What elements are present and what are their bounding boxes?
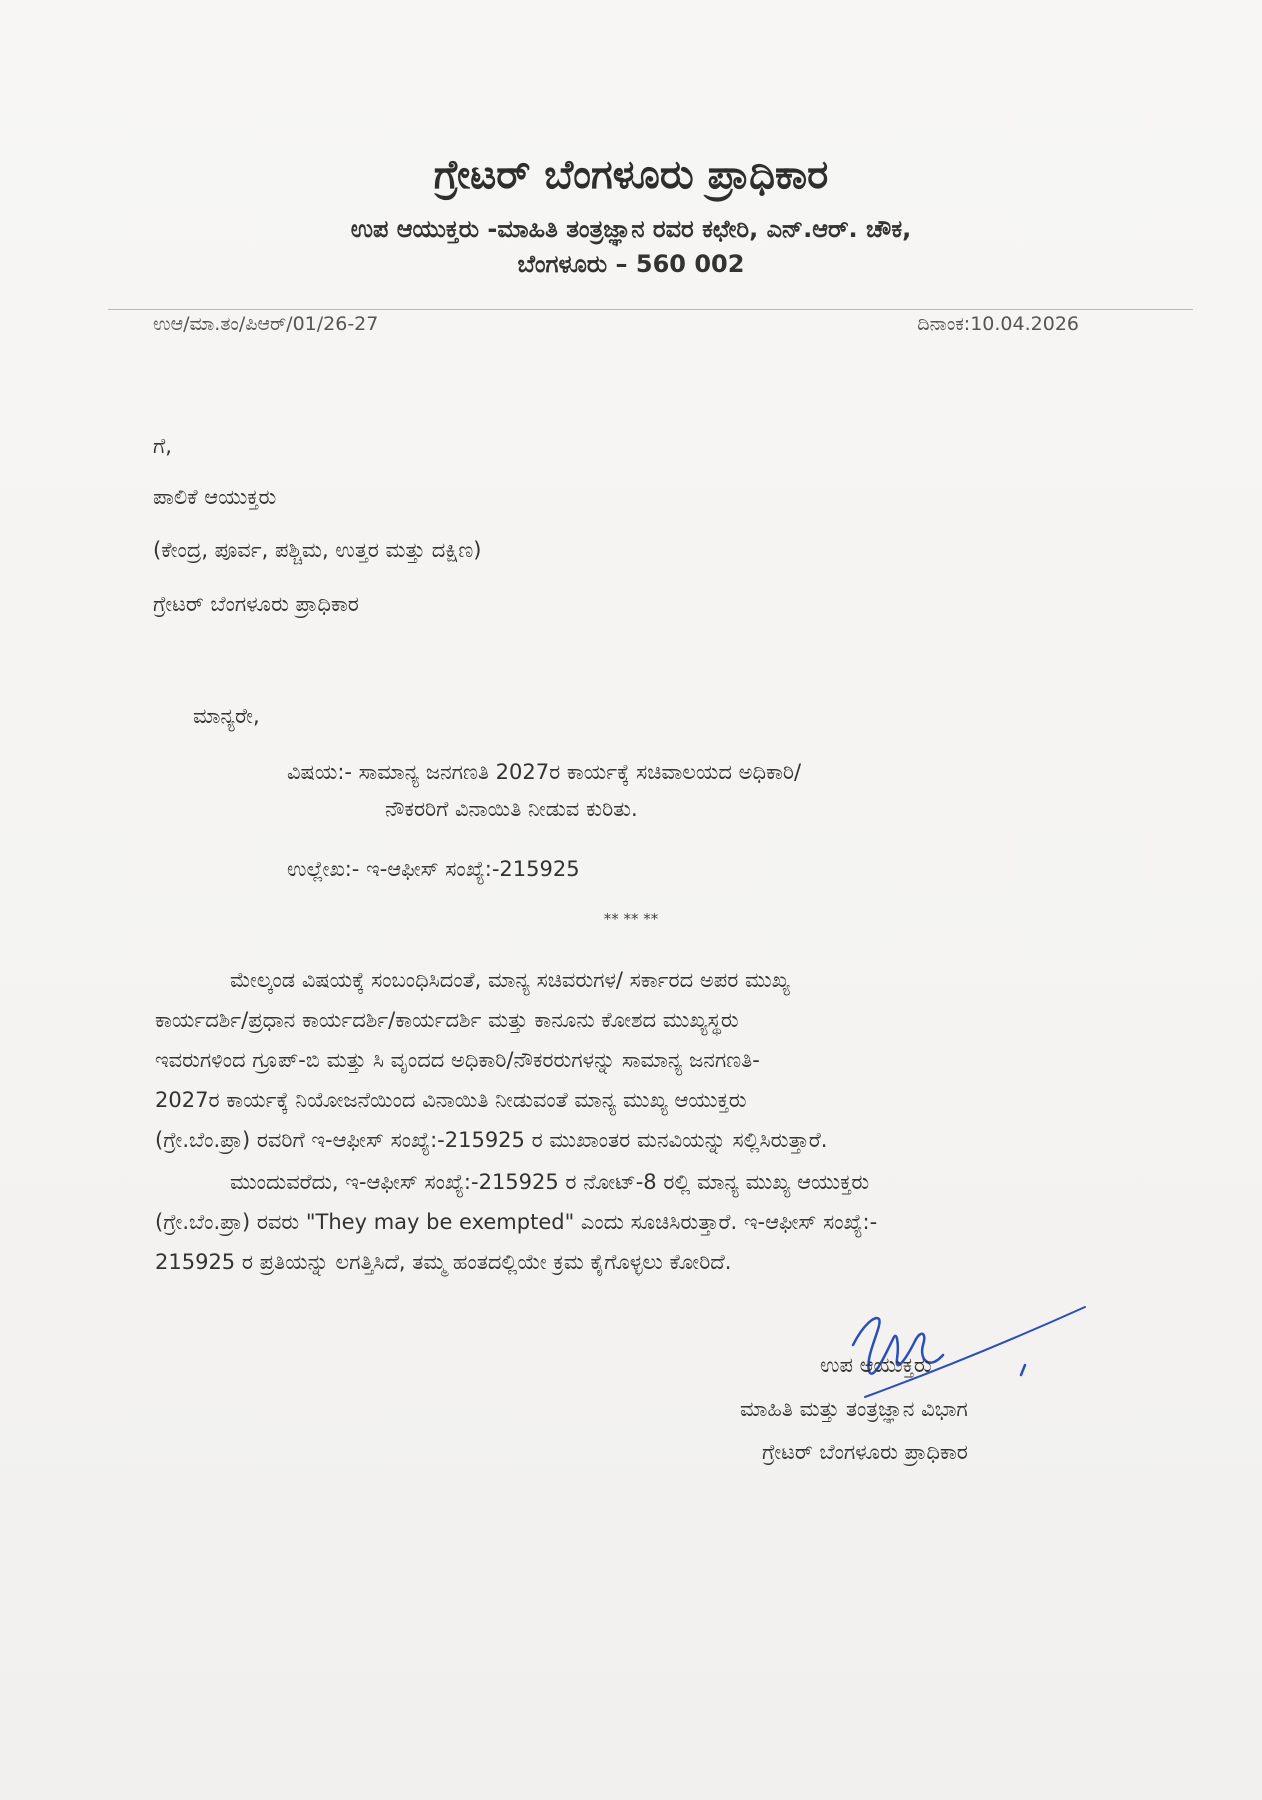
- paragraph-line: ಮುಂದುವರೆದು, ಇ-ಆಫೀಸ್ ಸಂಖ್ಯೆ:-215925 ರ ನೋಟ್-8 ರಲ್ಲಿ ಮಾನ್ಯ ಮುಖ್ಯ ಆಯುಕ್ತರು: [230, 1170, 870, 1194]
- paragraph-line: 215925 ರ ಪ್ರತಿಯನ್ನು ಲಗತ್ತಿಸಿದೆ, ತಮ್ಮ ಹಂತದಲ್ಲಿಯೇ ಕ್ರಮ ಕೈಗೊಳ್ಳಲು ಕೋರಿದೆ.: [155, 1250, 732, 1274]
- signatory-org: ಗ್ರೇಟರ್ ಬೆಂಗಳೂರು ಪ್ರಾಧಿಕಾರ: [762, 1440, 968, 1464]
- letterhead-title: ಗ್ರೇಟರ್ ಬೆಂಗಳೂರು ಪ್ರಾಧಿಕಾರ: [433, 152, 829, 198]
- subject-line1: ವಿಷಯ:- ಸಾಮಾನ್ಯ ಜನಗಣತಿ 2027ರ ಕಾರ್ಯಕ್ಕೆ ಸಚಿವಾಲಯದ ಅಧಿಕಾರಿ/: [287, 760, 802, 784]
- paragraph-line: 2027ರ ಕಾರ್ಯಕ್ಕೆ ನಿಯೋಜನೆಯಿಂದ ವಿನಾಯಿತಿ ನೀಡುವಂತೆ ಮಾನ್ಯ ಮುಖ್ಯ ಆಯುಕ್ತರು: [155, 1088, 747, 1112]
- reference-number: ಉಆ/ಮಾ.ತಂ/ಪಿಆರ್/01/26-27: [153, 313, 379, 335]
- letterhead-address-line2: ಬೆಂಗಳೂರು – 560 002: [517, 250, 745, 278]
- salutation: ಮಾನ್ಯರೇ,: [193, 704, 260, 728]
- letterhead-address-line1: ಉಪ ಆಯುಕ್ತರು -ಮಾಹಿತಿ ತಂತ್ರಜ್ಞಾನ ರವರ ಕಛೇರಿ, ಎನ್.ಆರ್. ಚೌಕ,: [350, 215, 912, 243]
- paragraph-line: ಇವರುಗಳಿಂದ ಗ್ರೂಪ್-ಬಿ ಮತ್ತು ಸಿ ವೃಂದದ ಅಧಿಕಾರಿ/ನೌಕರರುಗಳನ್ನು ಸಾಮಾನ್ಯ ಜನಗಣತಿ-: [155, 1048, 760, 1072]
- reference-line: ಉಲ್ಲೇಖ:- ಇ-ಆಫೀಸ್ ಸಂಖ್ಯೆ:-215925: [287, 857, 580, 881]
- separator: ** ** **: [603, 910, 659, 928]
- recipient-name: ಪಾಲಿಕೆ ಆಯುಕ್ತರು: [153, 485, 277, 509]
- handwritten-signature: [835, 1285, 1095, 1415]
- paragraph-line: ಕಾರ್ಯದರ್ಶಿ/ಪ್ರಧಾನ ಕಾರ್ಯದರ್ಶಿ/ಕಾರ್ಯದರ್ಶಿ ಮತ್ತು ಕಾನೂನು ಕೋಶದ ಮುಖ್ಯಸ್ಥರು: [155, 1008, 739, 1032]
- signatory-designation: ಉಪ ಆಯುಕ್ತರು: [820, 1353, 932, 1377]
- signatory-department: ಮಾಹಿತಿ ಮತ್ತು ತಂತ್ರಜ್ಞಾನ ವಿಭಾಗ: [740, 1397, 968, 1421]
- body-paragraph-1: [155, 960, 1113, 1160]
- recipient-zones: (ಕೇಂದ್ರ, ಪೂರ್ವ, ಪಶ್ಚಿಮ, ಉತ್ತರ ಮತ್ತು ದಕ್ಷಿಣ): [153, 538, 482, 562]
- body-paragraph-2: [155, 1162, 1113, 1282]
- recipient-org: ಗ್ರೇಟರ್ ಬೆಂಗಳೂರು ಪ್ರಾಧಿಕಾರ: [153, 592, 359, 616]
- subject-line2: ನೌಕರರಿಗೆ ವಿನಾಯಿತಿ ನೀಡುವ ಕುರಿತು.: [385, 797, 638, 821]
- recipient-to: ಗೆ,: [153, 434, 172, 458]
- paragraph-line: (ಗ್ರೇ.ಬೆಂ.ಪ್ರಾ) ರವರು "They may be exempted" ಎಂದು ಸೂಚಿಸಿರುತ್ತಾರೆ. ಇ-ಆಫೀಸ್ ಸಂಖ್ಯೆ:-: [155, 1210, 878, 1234]
- paragraph-line: (ಗ್ರೇ.ಬೆಂ.ಪ್ರಾ) ರವರಿಗೆ ಇ-ಆಫೀಸ್ ಸಂಖ್ಯೆ:-215925 ರ ಮುಖಾಂತರ ಮನವಿಯನ್ನು ಸಲ್ಲಿಸಿರುತ್ತಾರೆ.: [155, 1128, 828, 1152]
- header-divider: [108, 309, 1193, 310]
- letter-date: ದಿನಾಂಕ:10.04.2026: [917, 313, 1079, 335]
- signature-tick: [1021, 1365, 1025, 1375]
- paragraph-line: ಮೇಲ್ಕಂಡ ವಿಷಯಕ್ಕೆ ಸಂಬಂಧಿಸಿದಂತೆ, ಮಾನ್ಯ ಸಚಿವರುಗಳ/ ಸರ್ಕಾರದ ಅಪರ ಮುಖ್ಯ: [230, 968, 790, 992]
